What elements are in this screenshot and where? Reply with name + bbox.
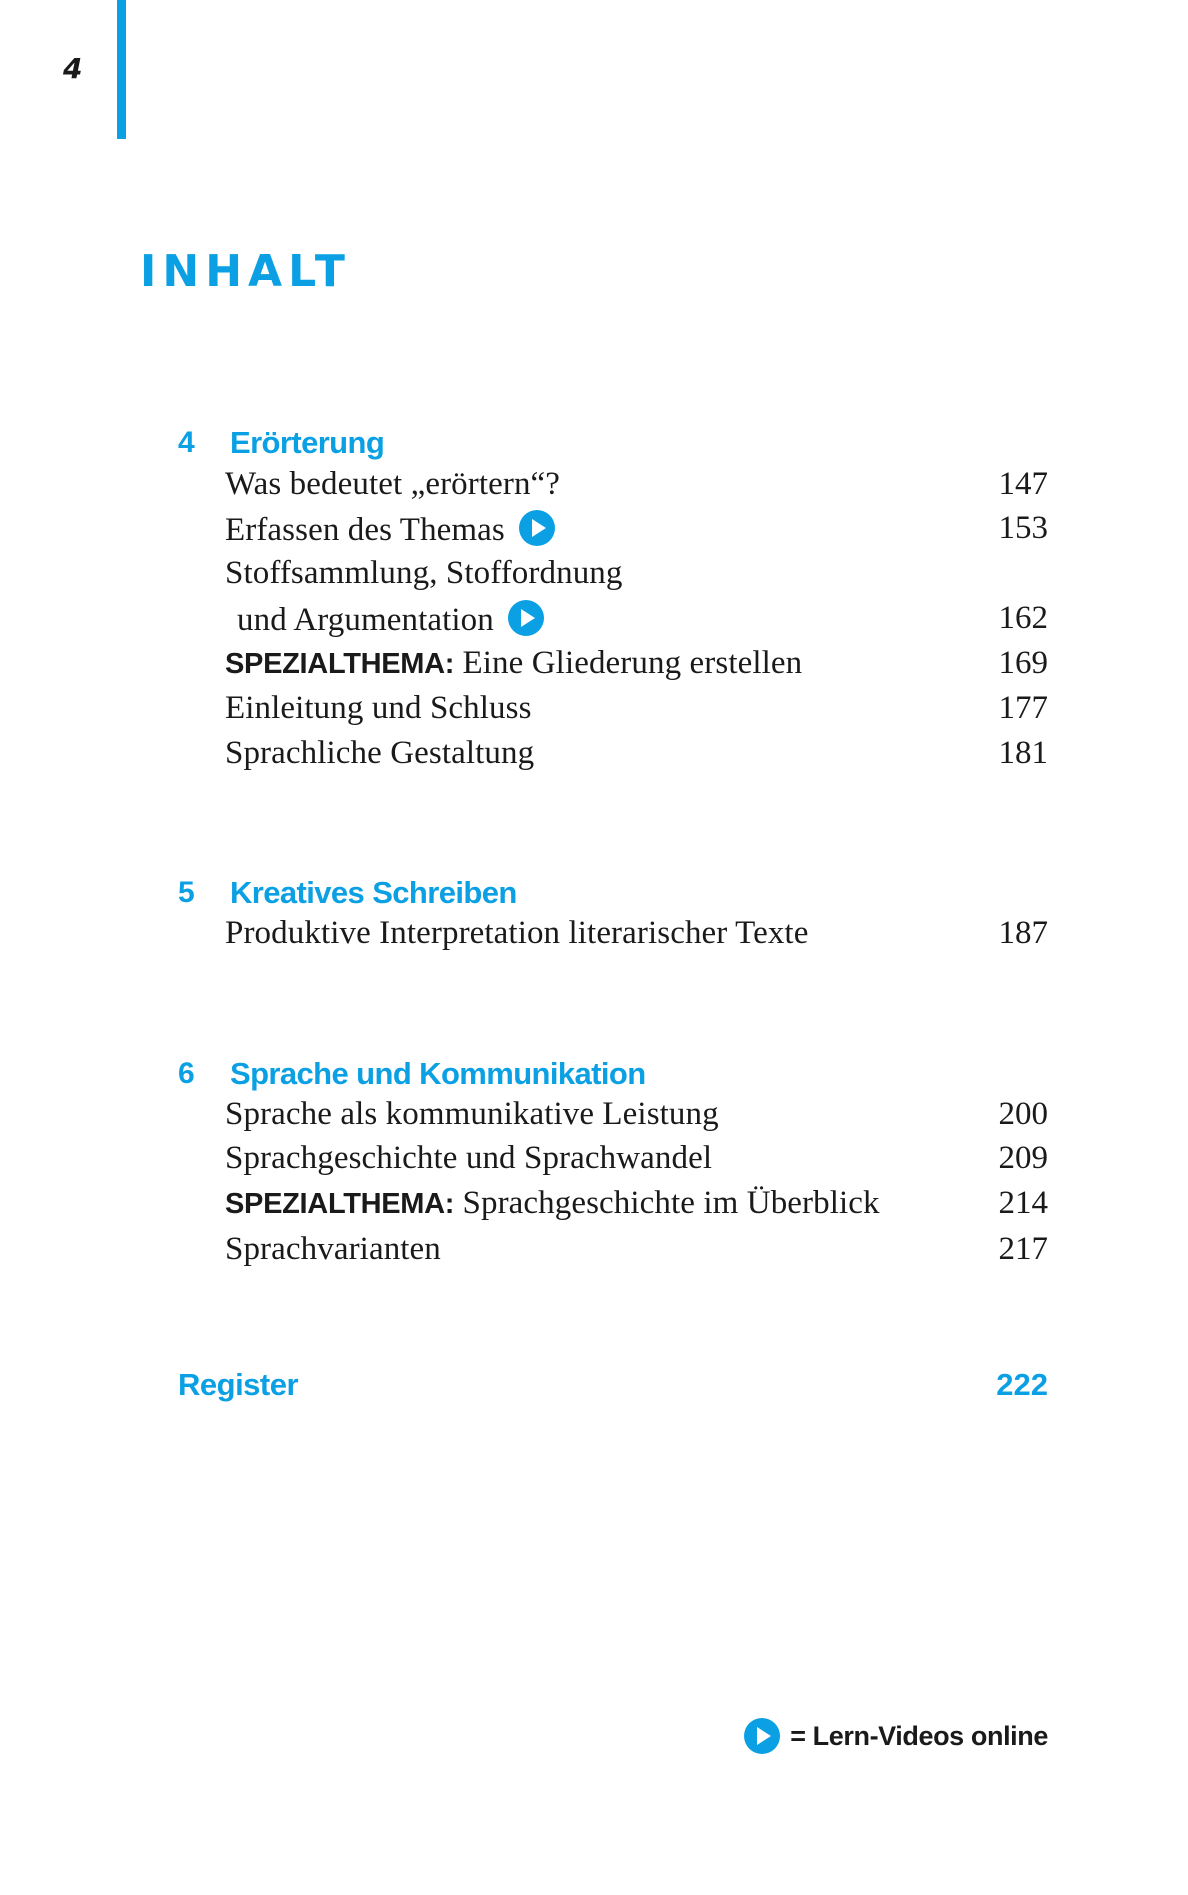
- chapter-title: Sprache und Kommunikation: [230, 1056, 646, 1091]
- entry-title: Stoffsammlung, Stoffordnung: [225, 555, 623, 591]
- register-label: Register: [178, 1367, 299, 1402]
- entry-title: Sprachgeschichte im Überblick: [454, 1185, 880, 1221]
- toc-entry[interactable]: [0, 641, 1188, 687]
- entry-page: 217: [998, 1231, 1048, 1267]
- entry-title: Einleitung und Schluss: [225, 690, 532, 726]
- toc-entry[interactable]: [0, 462, 1188, 508]
- entry-line: [237, 600, 544, 639]
- entry-page: 169: [998, 645, 1048, 681]
- entry-page: 181: [998, 735, 1048, 771]
- entry-title: Produktive Interpretation literarischer Texte: [225, 915, 809, 951]
- toc-entry[interactable]: [0, 1181, 1188, 1227]
- entry-page: 209: [998, 1140, 1048, 1176]
- video-legend: [744, 1718, 1048, 1754]
- legend-text: = Lern-Videos online: [790, 1720, 1048, 1751]
- entry-title: Sprache als kommunikative Leistung: [225, 1096, 719, 1132]
- register-page: 222: [996, 1367, 1048, 1402]
- entry-title: Was bedeutet „erörtern“?: [225, 466, 561, 502]
- entry-page: 162: [998, 600, 1048, 636]
- entry-title: Erfassen des Themas: [225, 512, 505, 548]
- page-number: 4: [63, 52, 83, 85]
- page-title: INHALT: [140, 246, 351, 297]
- entry-title: Sprachvarianten: [225, 1231, 441, 1267]
- toc-entry[interactable]: [0, 731, 1188, 777]
- entry-page: 214: [998, 1185, 1048, 1221]
- entry-line: [225, 645, 802, 682]
- play-circle-icon[interactable]: [519, 510, 555, 546]
- entry-title: Sprachliche Gestaltung: [225, 735, 535, 771]
- toc-entry[interactable]: [0, 551, 1188, 597]
- toc-entry[interactable]: [0, 1227, 1188, 1273]
- chapter-title: Erörterung: [230, 425, 385, 460]
- chapter-number: 6: [178, 1057, 195, 1090]
- toc-entry[interactable]: [0, 686, 1188, 732]
- entry-title: und Argumentation: [237, 602, 494, 638]
- toc-entry[interactable]: [0, 911, 1188, 957]
- entry-page: 153: [998, 510, 1048, 546]
- toc-entry[interactable]: [0, 1136, 1188, 1182]
- chapter-title: Kreatives Schreiben: [230, 875, 517, 910]
- play-circle-icon[interactable]: [508, 600, 544, 636]
- entry-page: 177: [998, 690, 1048, 726]
- entry-page: 187: [998, 915, 1048, 951]
- chapter-number: 5: [178, 876, 195, 909]
- special-topic-label: SPEZIALTHEMA:: [225, 648, 455, 680]
- special-topic-label: SPEZIALTHEMA:: [225, 1188, 455, 1220]
- chapter-number: 4: [178, 426, 195, 459]
- register-entry[interactable]: [0, 1362, 1188, 1408]
- accent-bar: [117, 0, 126, 139]
- toc-entry[interactable]: [0, 596, 1188, 642]
- entry-line: [225, 1185, 880, 1222]
- toc-entry[interactable]: [0, 1092, 1188, 1138]
- entry-title: Eine Gliederung erstellen: [454, 645, 803, 681]
- chapter-heading[interactable]: [0, 870, 1188, 916]
- entry-title: Sprachgeschichte und Sprachwandel: [225, 1140, 713, 1176]
- entry-page: 147: [998, 466, 1048, 502]
- play-circle-icon: [744, 1718, 780, 1754]
- entry-line: [225, 510, 555, 549]
- chapter-heading[interactable]: [0, 420, 1188, 466]
- entry-page: 200: [998, 1096, 1048, 1132]
- chapter-heading[interactable]: [0, 1051, 1188, 1097]
- toc-entry[interactable]: [0, 506, 1188, 552]
